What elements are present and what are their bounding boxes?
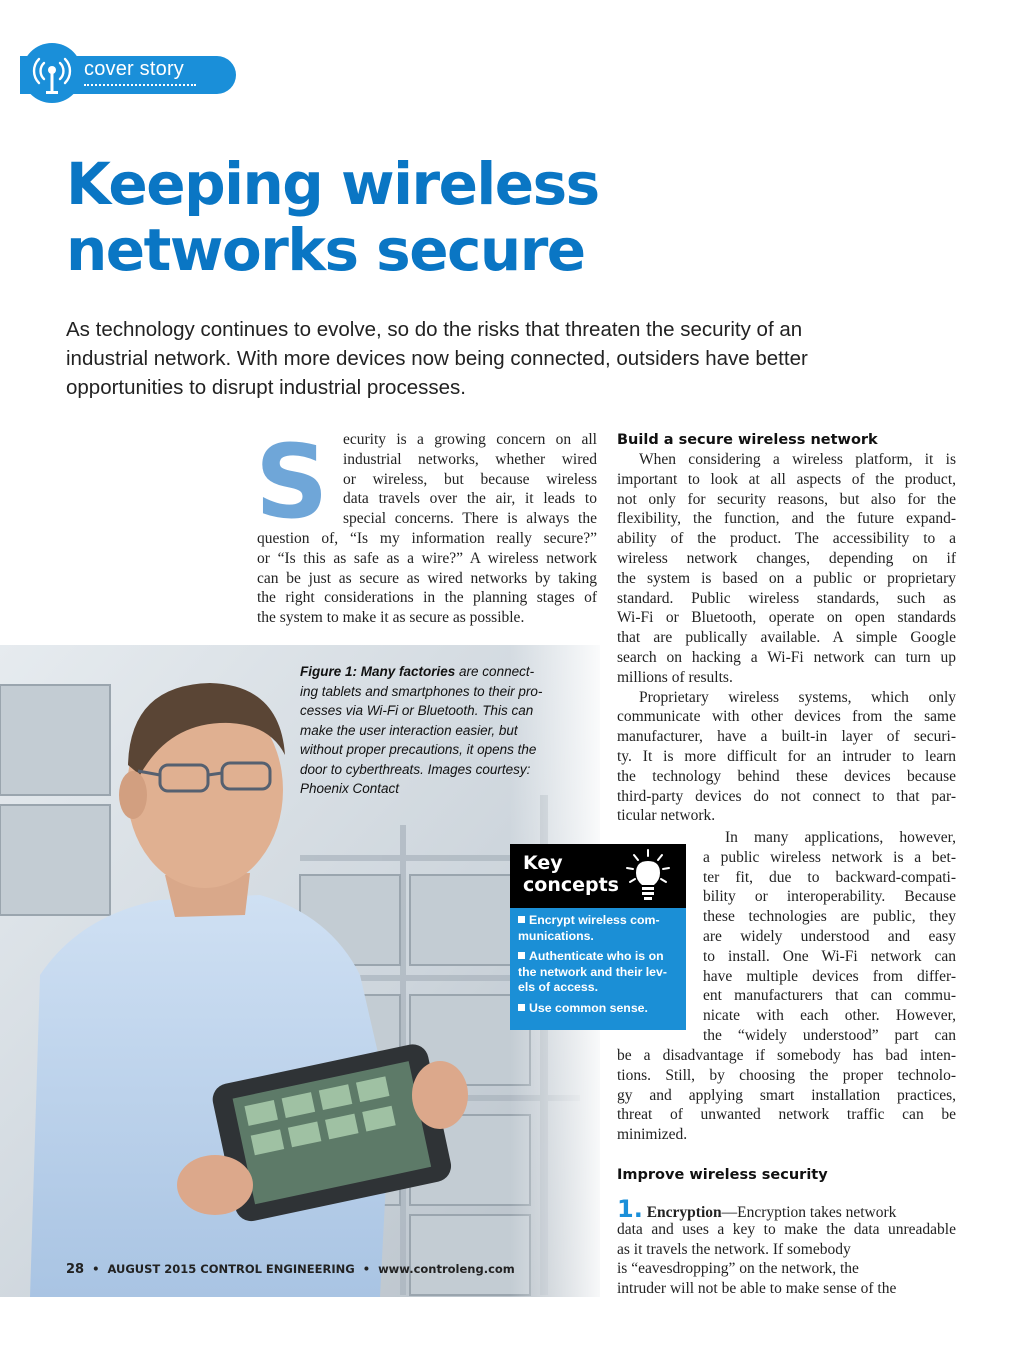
text-line: the “widely understood” part can xyxy=(703,1026,956,1044)
text-line: tions. Still, by choosing the proper technolo- xyxy=(617,1066,956,1084)
key-title-line: Key xyxy=(523,852,563,874)
section-build-secure-end xyxy=(617,1046,956,1145)
text-line: industrial networks, whether wired xyxy=(343,450,597,468)
caption-lead: Figure 1: Many factories xyxy=(300,664,456,679)
text-line: standard. Public wireless standards, such as xyxy=(617,589,956,607)
numbered-item-encryption xyxy=(617,1195,956,1299)
key-concepts-title xyxy=(523,852,619,896)
caption-text: ing tablets and smartphones to their pro- xyxy=(300,683,543,699)
key-concept-item: Encrypt wireless com- munications. xyxy=(518,913,660,943)
text-line: a public wireless network is a bet- xyxy=(703,848,956,866)
text-line: are widely understood and easy xyxy=(703,927,956,945)
text-line: important to look at all aspects of the product, xyxy=(617,470,956,488)
text-line: communicate with other devices from the same xyxy=(617,708,956,726)
text-line: these technologies are public, they xyxy=(703,908,956,926)
figure-caption xyxy=(300,662,585,799)
text-line: wireless network changes, depending on if xyxy=(617,549,956,567)
key-concepts-list xyxy=(518,913,682,1021)
text-line: gy and applying smart installation practices, xyxy=(617,1086,956,1104)
section-heading: Build a secure wireless network xyxy=(617,432,878,448)
section-build-secure xyxy=(617,430,956,826)
text-line: manufacturer, have a built-in layer of securi- xyxy=(617,728,956,746)
text-line: as it travels the network. If somebody xyxy=(617,1240,851,1258)
text-line: nicate with each other. However, xyxy=(703,1007,956,1025)
text-line: flexibility, the function, and the future expand- xyxy=(617,510,956,528)
headline-line: networks secure xyxy=(66,215,585,284)
deck-line: industrial network. With more devices now being connected, outsiders have better xyxy=(66,347,808,370)
text-line: When considering a wireless platform, it is xyxy=(639,451,956,468)
item-term: Encryption xyxy=(646,1204,722,1221)
key-concept-item: Use common sense. xyxy=(518,1001,682,1017)
deck-line: As technology continues to evolve, so do the risks that threaten the security of an xyxy=(66,318,803,341)
text-line: or “Is this as safe as a wire?” A wireless network xyxy=(257,549,597,567)
text-line: special concerns. There is always the xyxy=(343,510,597,528)
footer-bullet: • xyxy=(362,1262,371,1276)
text-line: have multiple devices from differ- xyxy=(703,967,956,985)
text-line: In many applications, however, xyxy=(725,829,956,846)
headline xyxy=(66,152,966,283)
text-line: data travels over the air, it leads to xyxy=(343,490,597,508)
page-footer xyxy=(66,1262,515,1277)
text-line: be a disadvantage if somebody has bad inten- xyxy=(617,1047,956,1064)
lightbulb-icon xyxy=(624,848,672,909)
text-line: that are publically available. A simple Google xyxy=(617,629,956,647)
text-line: bility or interoperability. Because xyxy=(703,888,956,906)
bullet-square-icon xyxy=(518,1004,525,1011)
text-line: the technology behind these devices because xyxy=(617,767,956,785)
deck xyxy=(66,315,926,402)
text-line: ent manufacturers that can commu- xyxy=(703,987,956,1005)
bullet-square-icon xyxy=(518,916,525,923)
footer-url[interactable]: www.controleng.com xyxy=(378,1262,515,1276)
text-line: threat of unwanted network traffic can be xyxy=(617,1106,956,1124)
caption-text: Phoenix Contact xyxy=(300,781,400,796)
intro-paragraph xyxy=(255,423,597,628)
text-line: question of, “Is my information really secure?” xyxy=(257,529,597,547)
text-line: Proprietary wireless systems, which only xyxy=(639,688,956,706)
footer-issue: AUGUST 2015 CONTROL ENGINEERING xyxy=(107,1262,355,1276)
section-tag-label: cover story xyxy=(84,58,185,80)
item-number: 1. xyxy=(617,1195,643,1223)
text-line: ability of the product. The accessibility to a xyxy=(617,530,956,548)
text-line: Wi-Fi or Bluetooth, operate on open standards xyxy=(617,609,956,627)
antenna-icon xyxy=(22,43,82,103)
text-line: can be just as secure as wired networks by taking xyxy=(257,569,597,587)
section-heading: Improve wireless security xyxy=(617,1167,828,1183)
text-line: intruder will not be able to make sense of the xyxy=(617,1280,897,1298)
key-title-line: concepts xyxy=(523,874,619,896)
text-line: ticular network. xyxy=(617,807,716,825)
caption-text: door to cyberthreats. Images courtesy: xyxy=(300,761,531,777)
section-build-secure-narrow xyxy=(703,828,956,1046)
text-line: the right considerations in the planning stages of xyxy=(257,589,597,607)
section-tag-underline xyxy=(84,84,196,86)
text-line: millions of results. xyxy=(617,668,733,686)
text-line: ecurity is a growing concern on all xyxy=(343,431,597,448)
deck-line: opportunities to disrupt industrial processes. xyxy=(66,376,466,399)
drop-cap: S xyxy=(255,423,329,542)
footer-bullet: • xyxy=(92,1262,100,1276)
text-line: or wireless, but because wireless xyxy=(343,470,597,488)
text-line: ty. It is more difficult for an intruder to learn xyxy=(617,747,956,765)
text-line: the system is based on a public or proprietary xyxy=(617,569,956,587)
caption-text: make the user interaction easier, but xyxy=(300,722,518,738)
caption-text: cesses via Wi-Fi or Bluetooth. This can xyxy=(300,703,534,718)
caption-text: without proper precautions, it opens the xyxy=(300,742,537,757)
key-concept-item: Authenticate who is on the network and their lev- els of access. xyxy=(518,949,667,994)
bullet-square-icon xyxy=(518,952,525,959)
text-line: minimized. xyxy=(617,1126,688,1144)
text-line: third-party devices do not connect to that par- xyxy=(617,787,956,805)
text-line: ter fit, due to backward-compati- xyxy=(703,868,956,886)
text-line: search on hacking a Wi-Fi network can turn up xyxy=(617,648,956,666)
text-line: not only for security reasons, but also for the xyxy=(617,490,956,508)
text-line: is “eavesdropping” on the network, the xyxy=(617,1260,859,1278)
text-line: to install. One Wi-Fi network can xyxy=(703,947,956,965)
text-line: the system to make it as secure as possible. xyxy=(257,609,525,627)
headline-line: Keeping wireless xyxy=(66,150,599,218)
page-number: 28 xyxy=(66,1262,85,1277)
caption-text: are connect- xyxy=(455,664,535,679)
text-line: 1. Encryption—Encryption takes network xyxy=(617,1195,897,1223)
text-line: data and uses a key to make the data unreadable xyxy=(617,1220,956,1238)
